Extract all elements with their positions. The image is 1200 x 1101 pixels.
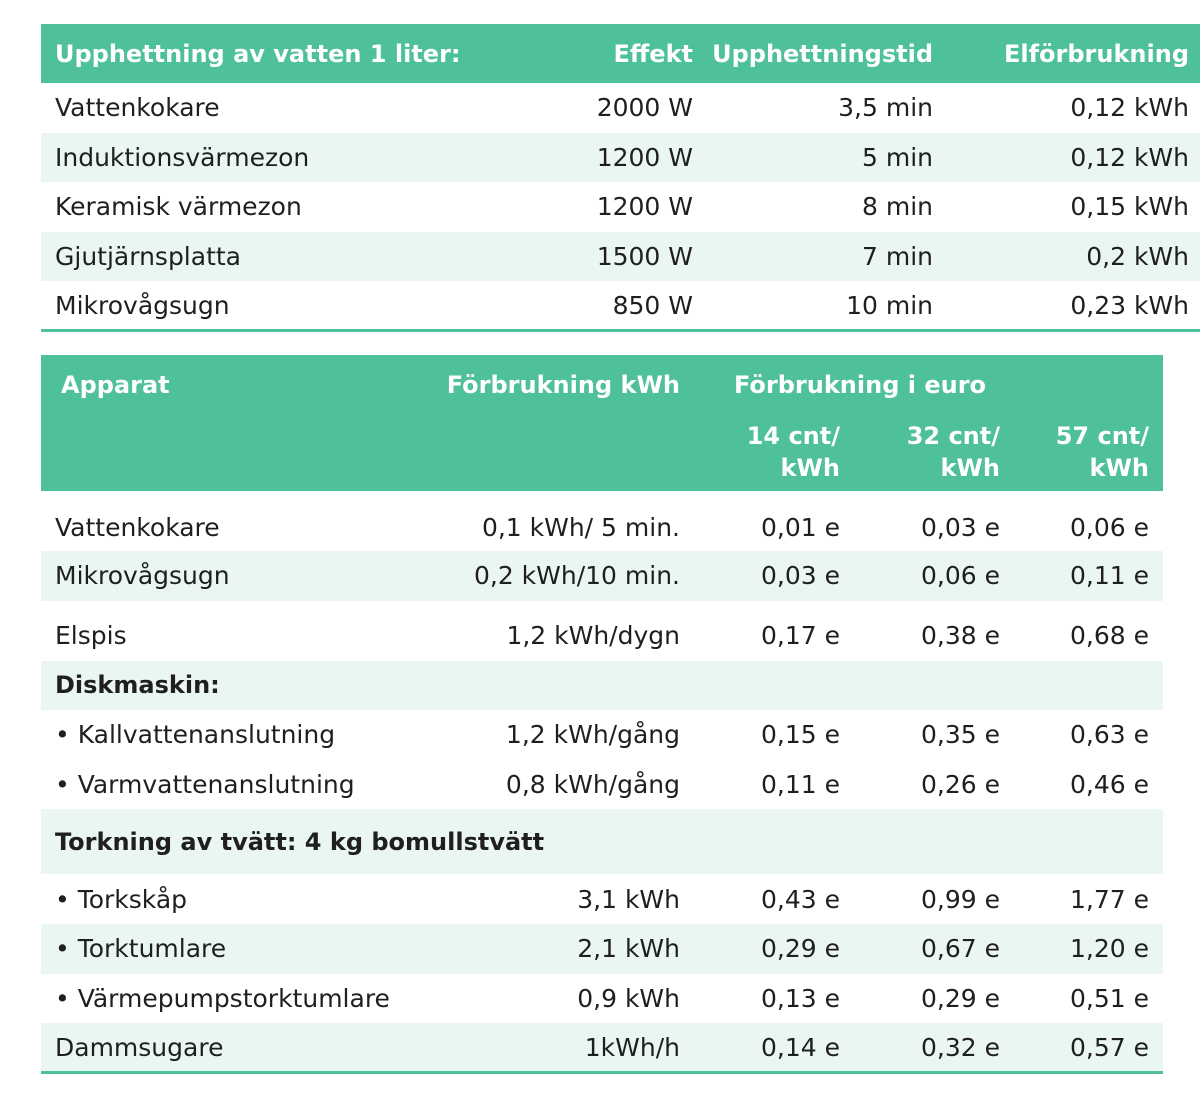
cell-time: 10 min — [846, 290, 933, 320]
cell-time: 8 min — [862, 192, 933, 222]
cell-kwh: 0,23 kWh — [1070, 290, 1189, 320]
cell-cost-14: 0,43 e — [761, 884, 840, 914]
heating-header-row — [41, 24, 1200, 83]
cell-kwh: 0,12 kWh — [1070, 142, 1189, 172]
cell-appliance: • Torkskåp — [55, 884, 188, 914]
cell-consumption: 1kWh/h — [584, 1032, 680, 1062]
header-euro: Förbrukning i euro — [734, 371, 987, 399]
cell-cost-14: 0,17 e — [761, 621, 840, 651]
header-price-32: 32 cnt/ kWh — [906, 422, 1000, 482]
cell-cost-32: 0,29 e — [921, 983, 1000, 1013]
cell-cost-32: 0,35 e — [921, 720, 1000, 750]
table-row — [41, 974, 1163, 1024]
cell-time: 3,5 min — [838, 93, 933, 123]
table-row — [41, 133, 1200, 183]
header-heating-label: Upphettning av vatten 1 liter: — [55, 39, 461, 68]
cell-cost-14: 0,14 e — [761, 1032, 840, 1062]
table-row — [41, 760, 1163, 810]
cell-effect: 2000 W — [596, 93, 693, 123]
header-effect: Effekt — [613, 39, 693, 68]
table-row — [41, 232, 1200, 282]
cell-cost-57: 0,46 e — [1070, 770, 1150, 800]
cell-cost-57: 1,77 e — [1070, 884, 1150, 914]
table-row — [41, 491, 1163, 551]
cell-consumption: 1,2 kWh/gång — [505, 720, 680, 750]
cell-appliance: Mikrovågsugn — [55, 561, 230, 591]
cell-effect: 1500 W — [596, 242, 693, 272]
section-drying: Torkning av tvätt: 4 kg bomullstvätt — [55, 827, 545, 856]
cell-consumption: 0,9 kWh — [577, 983, 680, 1013]
cell-kwh: 0,2 kWh — [1086, 242, 1189, 272]
header-price-14: 14 cnt/ kWh — [746, 422, 840, 482]
cell-kwh: 0,15 kWh — [1070, 192, 1189, 222]
cell-consumption: 0,1 kWh/ 5 min. — [481, 512, 680, 542]
cell-cost-57: 1,20 e — [1070, 934, 1150, 964]
section-row-drying — [41, 809, 1163, 874]
heating-table — [41, 24, 1200, 332]
table-row — [41, 874, 1163, 924]
header-electricity-use: Elförbrukning — [1003, 39, 1189, 68]
cell-device: Induktionsvärmezon — [55, 142, 310, 172]
cell-cost-32: 0,26 e — [921, 770, 1000, 800]
table-row — [41, 551, 1163, 601]
cell-cost-32: 0,03 e — [921, 512, 1000, 542]
header-apparat: Apparat — [61, 371, 170, 399]
cell-consumption: 1,2 kWh/dygn — [506, 621, 680, 651]
cell-cost-32: 0,06 e — [921, 561, 1000, 591]
cell-kwh: 0,12 kWh — [1070, 93, 1189, 123]
cell-appliance: • Torktumlare — [55, 934, 227, 964]
cell-cost-57: 0,68 e — [1070, 621, 1150, 651]
cell-cost-57: 0,51 e — [1070, 983, 1150, 1013]
cell-appliance: Elspis — [55, 621, 127, 651]
cell-consumption: 2,1 kWh — [577, 934, 680, 964]
cell-effect: 850 W — [612, 290, 693, 320]
cell-appliance: • Värmepumpstorktumlare — [55, 983, 390, 1013]
cell-time: 7 min — [862, 242, 933, 272]
cell-cost-57: 0,06 e — [1070, 512, 1150, 542]
cell-cost-14: 0,29 e — [761, 934, 840, 964]
cell-consumption: 0,8 kWh/gång — [505, 770, 680, 800]
table-row — [41, 83, 1200, 133]
table-row — [41, 601, 1163, 661]
cell-effect: 1200 W — [596, 192, 693, 222]
table-row — [41, 924, 1163, 974]
cell-cost-32: 0,67 e — [921, 934, 1000, 964]
cell-cost-32: 0,32 e — [921, 1032, 1000, 1062]
appliance-table — [41, 355, 1163, 1074]
cell-cost-32: 0,99 e — [921, 884, 1000, 914]
cell-appliance: Vattenkokare — [55, 512, 220, 542]
section-row-dishwasher — [41, 661, 1163, 711]
cell-consumption: 0,2 kWh/10 min. — [473, 561, 680, 591]
cell-time: 5 min — [862, 142, 933, 172]
header-price-57: 57 cnt/ kWh — [1055, 422, 1150, 482]
cell-cost-32: 0,38 e — [921, 621, 1000, 651]
cell-appliance: Dammsugare — [55, 1032, 224, 1062]
section-dishwasher: Diskmaskin: — [55, 671, 220, 700]
cell-cost-14: 0,13 e — [761, 983, 840, 1013]
appliance-header-row — [41, 355, 1163, 414]
cell-cost-14: 0,15 e — [761, 720, 840, 750]
cell-cost-57: 0,63 e — [1070, 720, 1150, 750]
cell-cost-57: 0,57 e — [1070, 1032, 1150, 1062]
header-heating-time: Upphettningstid — [712, 39, 933, 68]
table-row — [41, 281, 1200, 331]
header-consumption: Förbrukning kWh — [446, 371, 680, 399]
table-row — [41, 182, 1200, 232]
table-row — [41, 1023, 1163, 1073]
cell-effect: 1200 W — [596, 142, 693, 172]
cell-appliance: • Varmvattenanslutning — [55, 770, 355, 800]
cell-device: Gjutjärnsplatta — [55, 242, 241, 272]
cell-device: Vattenkokare — [55, 93, 220, 123]
cell-cost-14: 0,03 e — [761, 561, 840, 591]
cell-device: Keramisk värmezon — [55, 192, 302, 222]
appliance-price-header-row — [41, 414, 1163, 491]
cell-cost-14: 0,11 e — [761, 770, 840, 800]
cell-device: Mikrovågsugn — [55, 290, 230, 320]
cell-appliance: • Kallvattenanslutning — [55, 720, 336, 750]
table-row — [41, 710, 1163, 760]
cell-cost-57: 0,11 e — [1070, 561, 1150, 591]
cell-consumption: 3,1 kWh — [577, 884, 680, 914]
cell-cost-14: 0,01 e — [761, 512, 840, 542]
